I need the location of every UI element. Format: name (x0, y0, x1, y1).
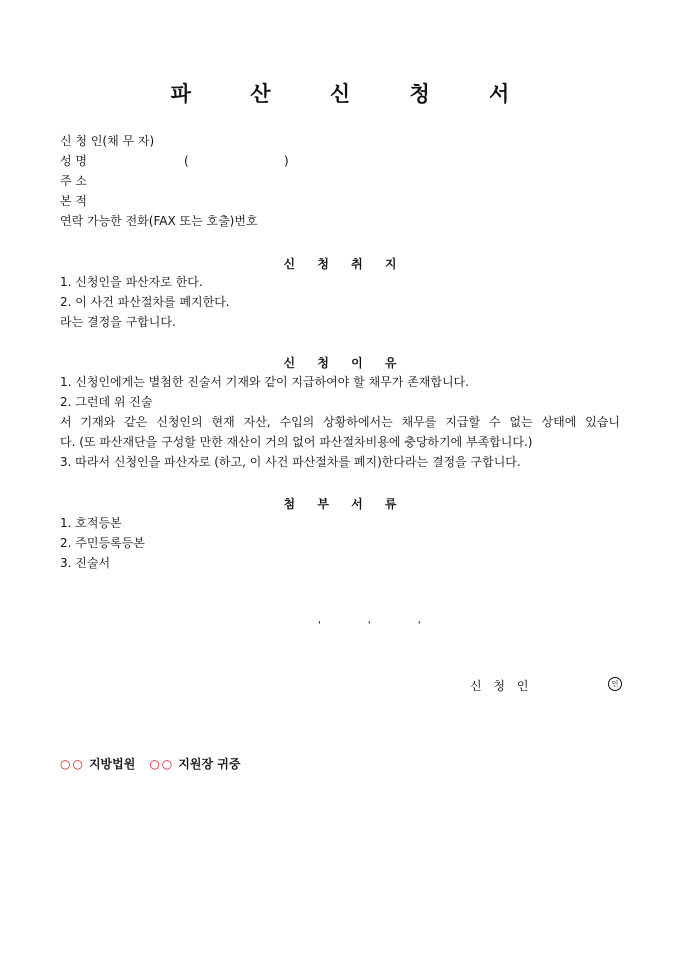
purpose-line-3: 라는 결정을 구합니다. (60, 315, 176, 329)
purpose-heading: 신 청 취 지 (283, 257, 406, 271)
reason-line-1: 1. 신청인에게는 별첨한 진술서 기재와 같이 지급하여야 할 채무가 존재합니다. (60, 375, 469, 389)
court-circles-2: ○○ (149, 757, 175, 771)
attachment-item-3: 3. 진술서 (60, 556, 111, 570)
name-paren-close: ) (284, 154, 289, 168)
signer-label: 신 청 인 (470, 679, 533, 693)
purpose-line-2: 2. 이 사건 파산절차를 폐지한다. (60, 295, 230, 309)
reason-line-4: 다. (또 파산재단을 구성할 만한 재산이 거의 없어 파산절차비용에 충당하기에 부족합니다.) (60, 435, 533, 449)
document-title: 파 산 신 청 서 (170, 82, 536, 106)
date-marks: ' ' ' (318, 620, 443, 631)
domicile-label: 본 적 (60, 194, 87, 208)
court-addressee (60, 755, 240, 772)
name-label: 성 명 (60, 154, 87, 168)
phone-label: 연락 가능한 전화(FAX 또는 호출)번호 (60, 214, 258, 228)
attachment-item-2: 2. 주민등록등본 (60, 536, 145, 550)
court-district: 지방법원 (88, 757, 136, 771)
reason-heading: 신 청 이 유 (283, 356, 406, 370)
purpose-line-1: 1. 신청인을 파산자로 한다. (60, 275, 203, 289)
attachments-heading: 첨 부 서 류 (283, 497, 406, 511)
attachment-item-1: 1. 호적등본 (60, 516, 122, 530)
reason-line-3: 서 기재와 같은 신청인의 현재 자산, 수입의 상황하에서는 채무를 지급할 수 없는 상태에 있습니 (60, 415, 620, 429)
name-paren-open: ( (184, 154, 189, 168)
court-branch: 지원장 귀중 (178, 757, 241, 771)
seal-mark: 인 (608, 677, 622, 691)
reason-line-2: 2. 그런데 위 진술 (60, 395, 153, 409)
address-label: 주 소 (60, 174, 87, 188)
applicant-header: 신 청 인(채 무 자) (60, 134, 155, 148)
court-circles-1: ○○ (60, 757, 85, 771)
reason-line-5: 3. 따라서 신청인을 파산자로 (하고, 이 사건 파산절차를 폐지)한다라는 결정을 구합니다. (60, 455, 521, 469)
